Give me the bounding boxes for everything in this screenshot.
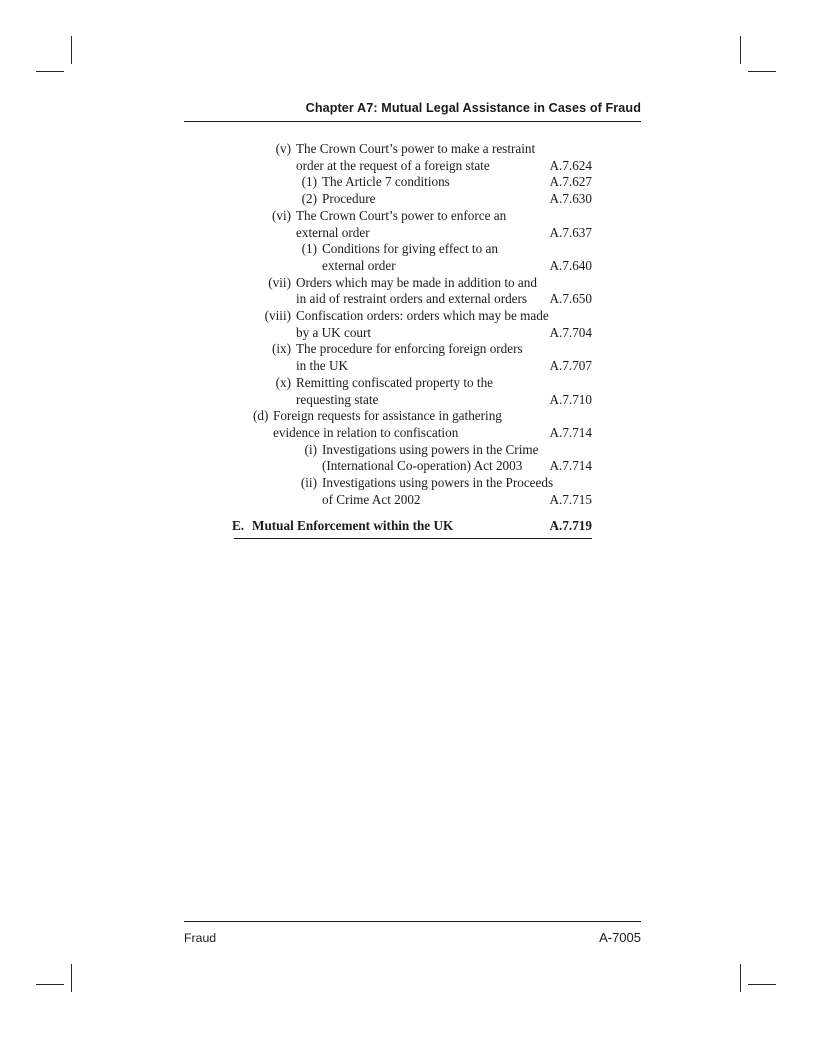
toc-entry-paragraph-ref: A.7.704: [549, 324, 592, 340]
toc-entry-paragraph-ref: A.7.640: [549, 257, 592, 273]
toc-entry: [184, 208, 641, 241]
toc-entry-line: Mutual Enforcement within the UK: [252, 518, 454, 534]
toc-entry: [184, 191, 641, 208]
toc-entry-marker: (1): [301, 174, 317, 190]
toc-entry: [184, 475, 641, 508]
toc-entry-paragraph-ref: A.7.710: [549, 391, 592, 407]
crop-mark-top-left-vertical: [71, 36, 72, 64]
toc-entry-marker: (1): [301, 241, 317, 257]
footer-book-title: Fraud: [184, 931, 217, 945]
crop-mark-top-right-horizontal: [748, 71, 776, 72]
toc-entry-line: Remitting confiscated property to the: [296, 374, 494, 390]
toc-entry-marker: E.: [232, 518, 245, 534]
toc-entry-marker: (2): [301, 191, 317, 207]
toc-entry-marker: (vi): [271, 207, 291, 223]
toc-entry-line: in aid of restraint orders and external orders: [296, 291, 528, 307]
page-footer: [184, 921, 641, 945]
toc-entry-line: The procedure for enforcing foreign orders: [296, 341, 523, 357]
toc-entry-line: (International Co-operation) Act 2003: [322, 458, 523, 474]
crop-mark-top-right-vertical: [740, 36, 741, 64]
toc-entry-line: Investigations using powers in the Crime: [322, 441, 539, 457]
toc-entry-line: external order: [296, 224, 370, 240]
toc-entry-line: requesting state: [296, 391, 379, 407]
toc-entry-marker: (v): [275, 141, 291, 156]
chapter-title: Chapter A7: Mutual Legal Assistance in Cases of Fraud: [305, 101, 641, 115]
crop-mark-bottom-left-vertical: [71, 964, 72, 992]
toc-entry-marker: (d): [253, 408, 269, 424]
toc-entry-marker: (ii): [300, 475, 317, 491]
toc-entry: [184, 518, 641, 535]
toc-entry-line: order at the request of a foreign state: [296, 157, 490, 173]
toc-entry: [184, 174, 641, 191]
toc-entry-marker: (ix): [271, 341, 291, 357]
toc-entry-line: evidence in relation to confiscation: [273, 424, 459, 440]
page-header: [184, 101, 641, 122]
toc-entry-line: Conditions for giving effect to an: [322, 241, 498, 257]
toc-entry: [184, 375, 641, 408]
toc-entry-line: Investigations using powers in the Proceeds: [322, 475, 554, 491]
toc-entry-marker: (x): [275, 374, 291, 390]
toc-entry-line: in the UK: [296, 358, 349, 374]
toc-entry-marker: (viii): [264, 308, 291, 324]
toc-entry-paragraph-ref: A.7.714: [549, 424, 592, 440]
toc-entry-line: Foreign requests for assistance in gathering: [273, 408, 502, 424]
toc-entry-line: external order: [322, 257, 396, 273]
toc-entry-marker: (vii): [268, 274, 291, 290]
toc-entry: [184, 275, 641, 308]
toc-entry-line: of Crime Act 2002: [322, 491, 421, 507]
toc-entry-paragraph-ref: A.7.650: [549, 291, 592, 307]
toc-entry: [184, 308, 641, 341]
crop-mark-bottom-left-horizontal: [36, 984, 64, 985]
footer-page-number: A-7005: [599, 930, 641, 945]
toc-entry: [184, 408, 641, 441]
toc-entry-paragraph-ref: A.7.630: [549, 191, 592, 207]
toc-entry-paragraph-ref: A.7.715: [549, 491, 592, 507]
toc-entry-line: by a UK court: [296, 324, 372, 340]
toc-entry-paragraph-ref: A.7.624: [549, 157, 592, 173]
crop-mark-bottom-right-horizontal: [748, 984, 776, 985]
toc-entry-line: The Article 7 conditions: [322, 174, 450, 190]
toc-entry-line: The Crown Court’s power to make a restraint: [296, 141, 536, 156]
toc-entry: [184, 141, 641, 174]
crop-mark-top-left-horizontal: [36, 71, 64, 72]
toc-entry-line: The Crown Court’s power to enforce an: [296, 207, 507, 223]
toc-entry-marker: (i): [304, 441, 317, 457]
toc-entry-paragraph-ref: A.7.637: [549, 224, 592, 240]
toc-entry-paragraph-ref: A.7.714: [549, 458, 592, 474]
toc-entry-paragraph-ref: A.7.627: [549, 174, 592, 190]
toc-entry: [184, 241, 641, 274]
toc-entry-paragraph-ref: A.7.719: [549, 518, 592, 534]
crop-mark-bottom-right-vertical: [740, 964, 741, 992]
section-end-rule: [234, 538, 592, 539]
toc-entry: [184, 442, 641, 475]
toc-entry: [184, 341, 641, 374]
table-of-contents: [184, 141, 641, 539]
toc-entry-paragraph-ref: A.7.707: [549, 358, 592, 374]
toc-entry-line: Procedure: [322, 191, 376, 207]
toc-entry-line: Orders which may be made in addition to and: [296, 274, 537, 290]
toc-entry-line: Confiscation orders: orders which may be made: [296, 308, 549, 324]
